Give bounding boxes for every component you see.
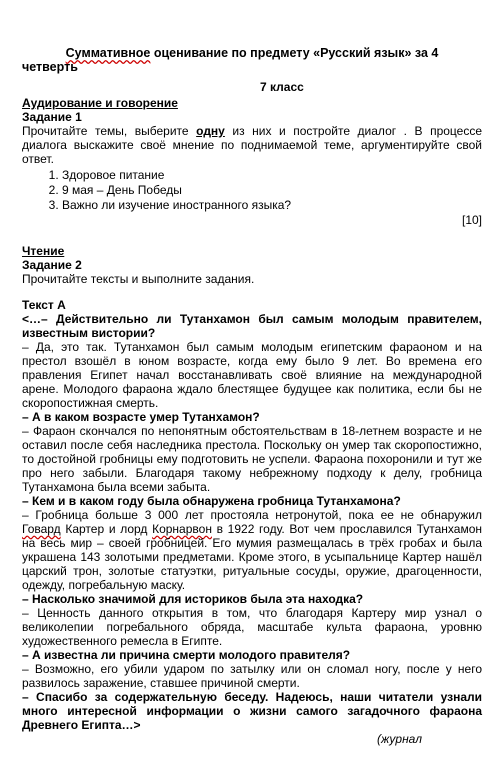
task2-label: Задание 2 [22,258,82,272]
question-1: <…– Действительно ли Тутанхамон был самым молодым правителем, известным вистории? [22,312,482,340]
section-listening-speaking [22,96,482,227]
answer-1: – Да, это так. Тутанхамон был самым молодым египетским фараоном и на престол взошёл в юном возрасте, когда ему было 9 лет. Во времена его правления Египет начал восстанавливать своё влияние на международной арене. Молодого фараона ждало блестящее будущее как политика, если бы не скоропостижная смерть. [22,340,482,410]
task1-label: Задание 1 [22,110,82,124]
answer-3 [22,508,482,592]
task1-instruction-part-b: из них и постройте диалог . В процессе диалога выскажите своё мнение по поднимаемой теме, аргументируйте свой ответ. [22,124,483,166]
task1-instruction [22,124,482,166]
section2-heading: Чтение [22,244,65,258]
answer-3-name-carnarvon: Корнарвон [152,522,212,536]
answer-3-part-c: в 1922 году. Вот чем прославился Тутанхамон на весь мир – своей гробницей. Его мумия размещалась в трёх гробах и была украшена 143 золотыми предметами. Кроме этого, в усыпальнице Картер нашёл царский трон, золотые статуэтки, ритуальные сосуды, оружие, драгоценности, одежду, погребальную маску. [22,522,482,592]
topic-item: 3. Важно ли изучение иностранного языка? [62,198,482,212]
task2-instruction: Прочитайте тексты и выполните задания. [22,272,255,286]
title-line2: четверть [22,60,78,74]
text-a-label: Текст А [22,298,66,312]
task1-score: [10] [461,213,482,227]
answer-2: – Фараон скончался по непонятным обстоятельствам в 18-летнем возрасте и не оставил после себя наследника престола. Поскольку он умер так скоропостижно, то достойной гробницы ему подготовить не успели. Фараона похоронили и тут же про него забыли. Благодаря такому небрежному подходу к делу, гробница Тутанхамона была всеми забыта. [22,424,482,494]
question-4: – Насколько значимой для историков была эта находка? [22,592,364,606]
grade-label: 7 класс [260,80,304,94]
section1-heading: Аудирование и говорение [22,96,178,110]
title-line1-rest: оценивание по предмету «Русский язык» за 4 [150,46,439,60]
topic-item: 2. 9 мая – День Победы [62,183,482,197]
question-5: – А известна ли причина смерти молодого правителя? [22,648,351,662]
closing-remark: – Спасибо за содержательную беседу. Надеюсь, наши читатели узнали много интересной информации о жизни самого загадочного фараона Древнего Египта…> [22,690,482,732]
task1-instruction-emphasis: одну [196,124,225,138]
section-reading [22,244,482,286]
answer-3-name-howard: Говард [22,522,61,536]
answer-4: – Ценность данного открытия в том, что благодаря Картеру мир узнал о великолепии погребального обряда, масштабе культа фараона, уровню художественного ремесла в Египте. [22,606,482,648]
topic-item: 1. Здоровое питание [62,168,482,182]
document-title [22,46,482,60]
question-3: – Кем и в каком году была обнаружена гробница Тутанхамона? [22,494,401,508]
topics-list [22,168,482,212]
answer-3-part-a: – Гробница больше 3 000 лет простояла нетронутой, пока ее не обнаружил [22,508,482,522]
text-a [22,298,482,746]
answer-5: – Возможно, его убили ударом по затылку или он сломал ногу, после у него развилось заражение, ставшее причиной смерти. [22,662,482,690]
question-2: – А в каком возрасте умер Тутанхамон? [22,410,260,424]
answer-3-part-b: Картер и лорд [60,522,153,536]
title-word-summative: Суммативное [65,46,151,60]
task1-instruction-part-a: Прочитайте темы, выберите [22,124,197,138]
source-note: (журнал [377,732,422,746]
